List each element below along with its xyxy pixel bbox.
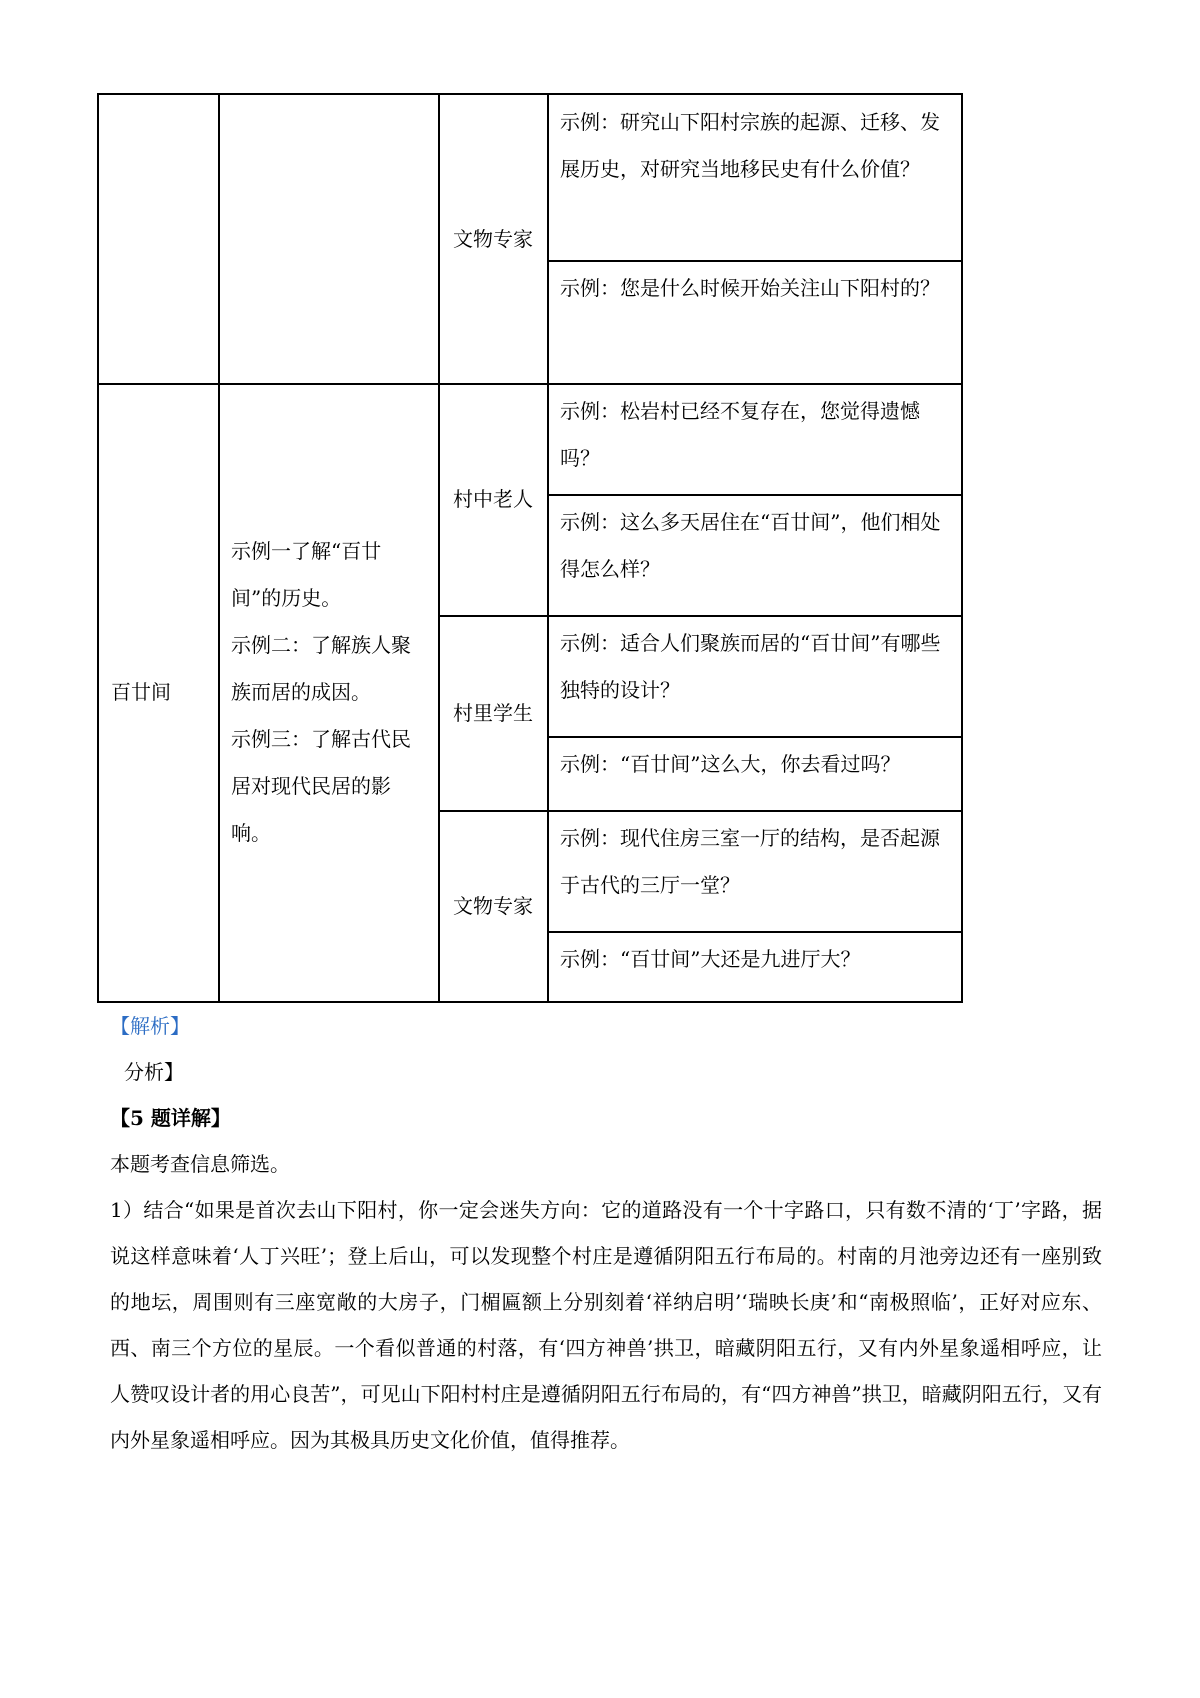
interview-table	[97, 93, 963, 1003]
analysis-paragraph-text: 1）结合“如果是首次去山下阳村，你一定会迷失方向：它的道路没有一个十字路口，只有数不清的‘丁’字路，据说这样意味着‘人丁兴旺’；登上后山，可以发现整个村庄是遵循阴阳五行布局的。村南的月池旁边还有一座别致的地坛，周围则有三座宽敞的大房子，门楣匾额上分别刻着‘祥纳启明’‘瑞映长庚’和“南极照临’，正好对应东、西、南三个方位的星辰。一个看似普通的村落，有‘四方神兽’拱卫，暗藏阴阳五行，又有内外星象遥相呼应，让人赞叹设计者的用心良苦”，可见山下阳村村庄是遵循阴阳五行布局的，有“四方神兽”拱卫，暗藏阴阳五行，又有内外星象遥相呼应。因为其极具历史文化价值，值得推荐。	[110, 1198, 1102, 1452]
analysis-heading: 【解析】	[110, 1014, 190, 1038]
analysis-intro: 本题考查信息筛选。	[110, 1152, 290, 1176]
question-cell: 示例：研究山下阳村宗族的起源、迁移、发展历史，对研究当地移民史有什么价值？	[560, 110, 940, 181]
question-cell: 示例：适合人们聚族而居的“百廿间”有哪些独特的设计？	[560, 631, 941, 702]
question-cell: 示例：您是什么时候开始关注山下阳村的？	[560, 276, 940, 300]
detail-heading: 【5 题详解】	[110, 1106, 231, 1130]
purpose-cell	[219, 384, 438, 1001]
interviewee-role: 村里学生	[453, 700, 533, 725]
question-cell: 示例：“百廿间”这么大，你去看过吗？	[560, 752, 901, 776]
analysis-subheading: 分析】	[124, 1060, 184, 1084]
purpose-line: 示例一了解“百廿间”的历史。	[231, 539, 382, 610]
interviewee-role: 文物专家	[453, 226, 533, 251]
topic-cell: 百廿间	[111, 680, 171, 704]
question-cell: 示例：松岩村已经不复存在，您觉得遗憾吗？	[560, 399, 920, 470]
purpose-line: 示例二：了解族人聚族而居的成因。	[231, 633, 411, 704]
analysis-paragraph	[110, 1187, 1102, 1463]
purpose-line: 示例三：了解古代民居对现代民居的影响。	[231, 727, 411, 845]
question-cell: 示例：现代住房三室一厅的结构，是否起源于古代的三厅一堂？	[560, 826, 940, 897]
interviewee-role: 村中老人	[453, 487, 533, 511]
question-cell: 示例：这么多天居住在“百廿间”，他们相处得怎么样？	[560, 510, 941, 581]
question-cell: 示例：“百廿间”大还是九进厅大？	[560, 947, 861, 971]
interviewee-role: 文物专家	[453, 893, 533, 918]
